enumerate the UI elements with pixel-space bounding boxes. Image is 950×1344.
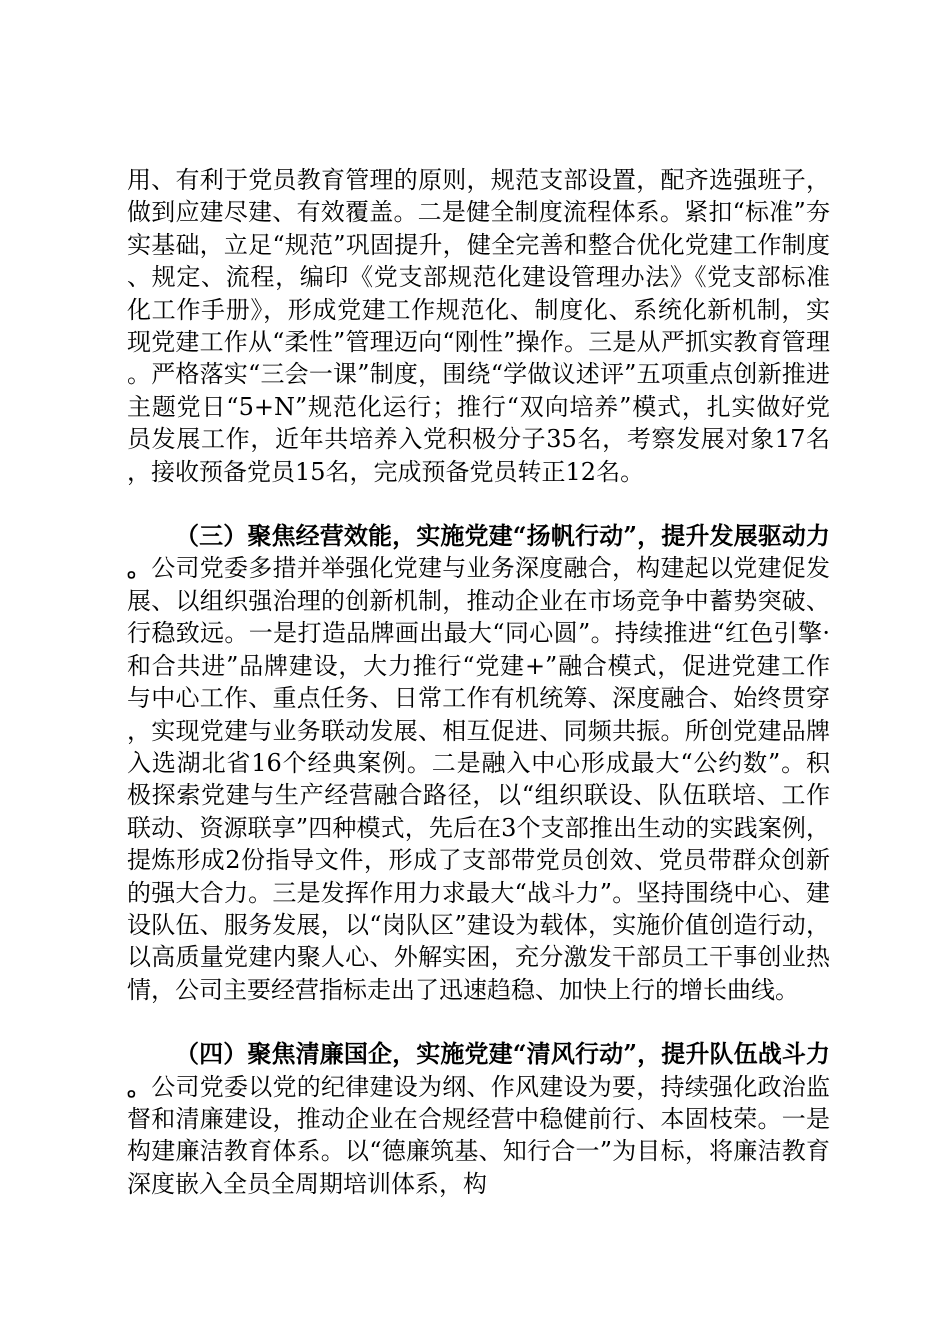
paragraph-continued: 用、有利于党员教育管理的原则，规范支部设置，配齐选强班子，做到应建尽建、有效覆盖。二是健全制度流程体系。紧扣“标准”夯实基础，立足“规范”巩固提升，健全完善和整合优化党建工作制度、规定、流程，编印《党支部规范化建设管理办法》《党支部标准化工作手册》，形成党建工作规范化、制度化、系统化新机制，实现党建工作从“柔性”管理迈向“刚性”操作。三是从严抓实教育管理。严格落实“三会一课”制度，围绕“学做议述评”五项重点创新推进主题党日“5+N”规范化运行；推行“双向培养”模式，扎实做好党员发展工作，近年共培养入党积极分子35名，考察发展对象17名，接收预备党员15名，完成预备党员转正12名。 — [127, 166, 830, 486]
paragraph-spacer — [127, 1006, 830, 1038]
section-4-body: 公司党委以党的纪律建设为纲、作风建设为要，持续强化政治监督和清廉建设，推动企业在合规经营中稳健前行、本固枝荣。一是构建廉洁教育体系。以“德廉筑基、知行合一”为目标，将廉洁教育深度嵌入全员全周期培训体系，构 — [127, 1072, 830, 1198]
section-3-heading: （三）聚焦经营效能，实施党建“扬帆行动”，提升发展驱动力。 — [127, 521, 830, 583]
section-3-body: 公司党委多措并举强化党建与业务深度融合，构建起以党建促发展、以组织强治理的创新机制，推动企业在市场竞争中蓄势突破、行稳致远。一是打造品牌画出最大“同心圆”。持续推进“红色引擎·和合共进”品牌建设，大力推行“党建+”融合模式，促进党建工作与中心工作、重点任务、日常工作有机统筹、深度融合、始终贯穿，实现党建与业务联动发展、相互促进、同频共振。所创党建品牌入选湖北省16个经典案例。二是融入中心形成最大“公约数”。积极探索党建与生产经营融合路径，以“组织联设、队伍联培、工作联动、资源联享”四种模式，先后在3个支部推出生动的实践案例，提炼形成2份指导文件，形成了支部带党员创效、党员带群众创新的强大合力。三是发挥作用力求最大“战斗力”。坚持围绕中心、建设队伍、服务发展，以“岗队区”建设为载体，实施价值创造行动，以高质量党建内聚人心、外解实困，充分激发干部员工干事创业热情，公司主要经营指标走出了迅速趋稳、加快上行的增长曲线。 — [127, 554, 830, 1004]
section-3-paragraph — [127, 520, 830, 1006]
section-4-heading: （四）聚焦清廉国企，实施党建“清风行动”，提升队伍战斗力。 — [127, 1039, 830, 1101]
section-4-paragraph — [127, 1038, 830, 1200]
document-page — [127, 164, 830, 1200]
paragraph-spacer — [127, 488, 830, 520]
